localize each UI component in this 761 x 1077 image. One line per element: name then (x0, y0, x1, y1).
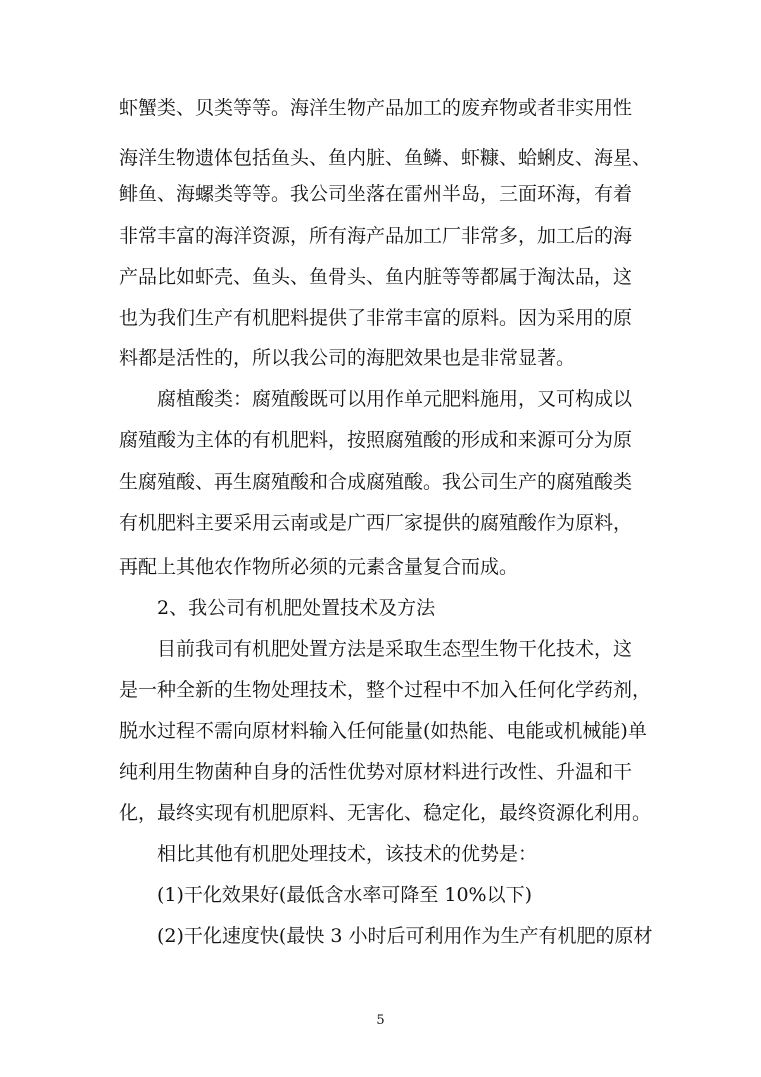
text-line-12: 再配上其他农作物所必须的元素含量复合而成。 (119, 556, 519, 578)
text-line-6: 也为我们生产有机肥料提供了非常丰富的原料。因为采用的原 (119, 307, 633, 329)
text-line-18: 化，最终实现有机肥原料、无害化、稳定化，最终资源化利用。 (119, 802, 652, 824)
text-line-11: 有机肥料主要采用云南或是广西厂家提供的腐殖酸作为原料， (119, 512, 633, 534)
section-heading: 2、我公司有机肥处置技术及方法 (157, 597, 436, 619)
list-item-1: (1)干化效果好(最低含水率可降至 10%以下) (157, 884, 533, 906)
text-line-14: 目前我司有机肥处置方法是采取生态型生物干化技术，这 (157, 638, 633, 660)
text-line-9: 腐殖酸为主体的有机肥料，按照腐殖酸的形成和来源可分为原 (119, 429, 633, 451)
text-line-16: 脱水过程不需向原材料输入任何能量(如热能、电能或机械能)单 (119, 720, 647, 742)
page-number: 5 (376, 1013, 385, 1028)
text-line-19: 相比其他有机肥处理技术，该技术的优势是： (157, 843, 538, 865)
text-line-7: 料都是活性的，所以我公司的海肥效果也是非常显著。 (119, 347, 576, 369)
list-item-2: (2)干化速度快(最快 3 小时后可利用作为生产有机肥的原材 (157, 925, 653, 947)
text-line-15: 是一种全新的生物处理技术，整个过程中不加入任何化学药剂， (119, 679, 652, 701)
text-line-17: 纯利用生物菌种自身的活性优势对原材料进行改性、升温和干 (119, 761, 633, 783)
text-line-4: 非常丰富的海洋资源，所有海产品加工厂非常多，加工后的海 (119, 225, 633, 247)
text-line-2: 海洋生物遗体包括鱼头、鱼内脏、鱼鳞、虾糠、蛤蜊皮、海星、 (119, 147, 652, 169)
text-line-8: 腐植酸类：腐殖酸既可以用作单元肥料施用，又可构成以 (157, 388, 633, 410)
text-line-5: 产品比如虾壳、鱼头、鱼骨头、鱼内脏等等都属于淘汰品，这 (119, 266, 633, 288)
text-line-3: 鲱鱼、海螺类等等。我公司坐落在雷州半岛，三面环海，有着 (119, 183, 633, 205)
text-line-10: 生腐殖酸、再生腐殖酸和合成腐殖酸。我公司生产的腐殖酸类 (119, 471, 633, 493)
text-line-1: 虾蟹类、贝类等等。海洋生物产品加工的废弃物或者非实用性 (119, 97, 633, 119)
